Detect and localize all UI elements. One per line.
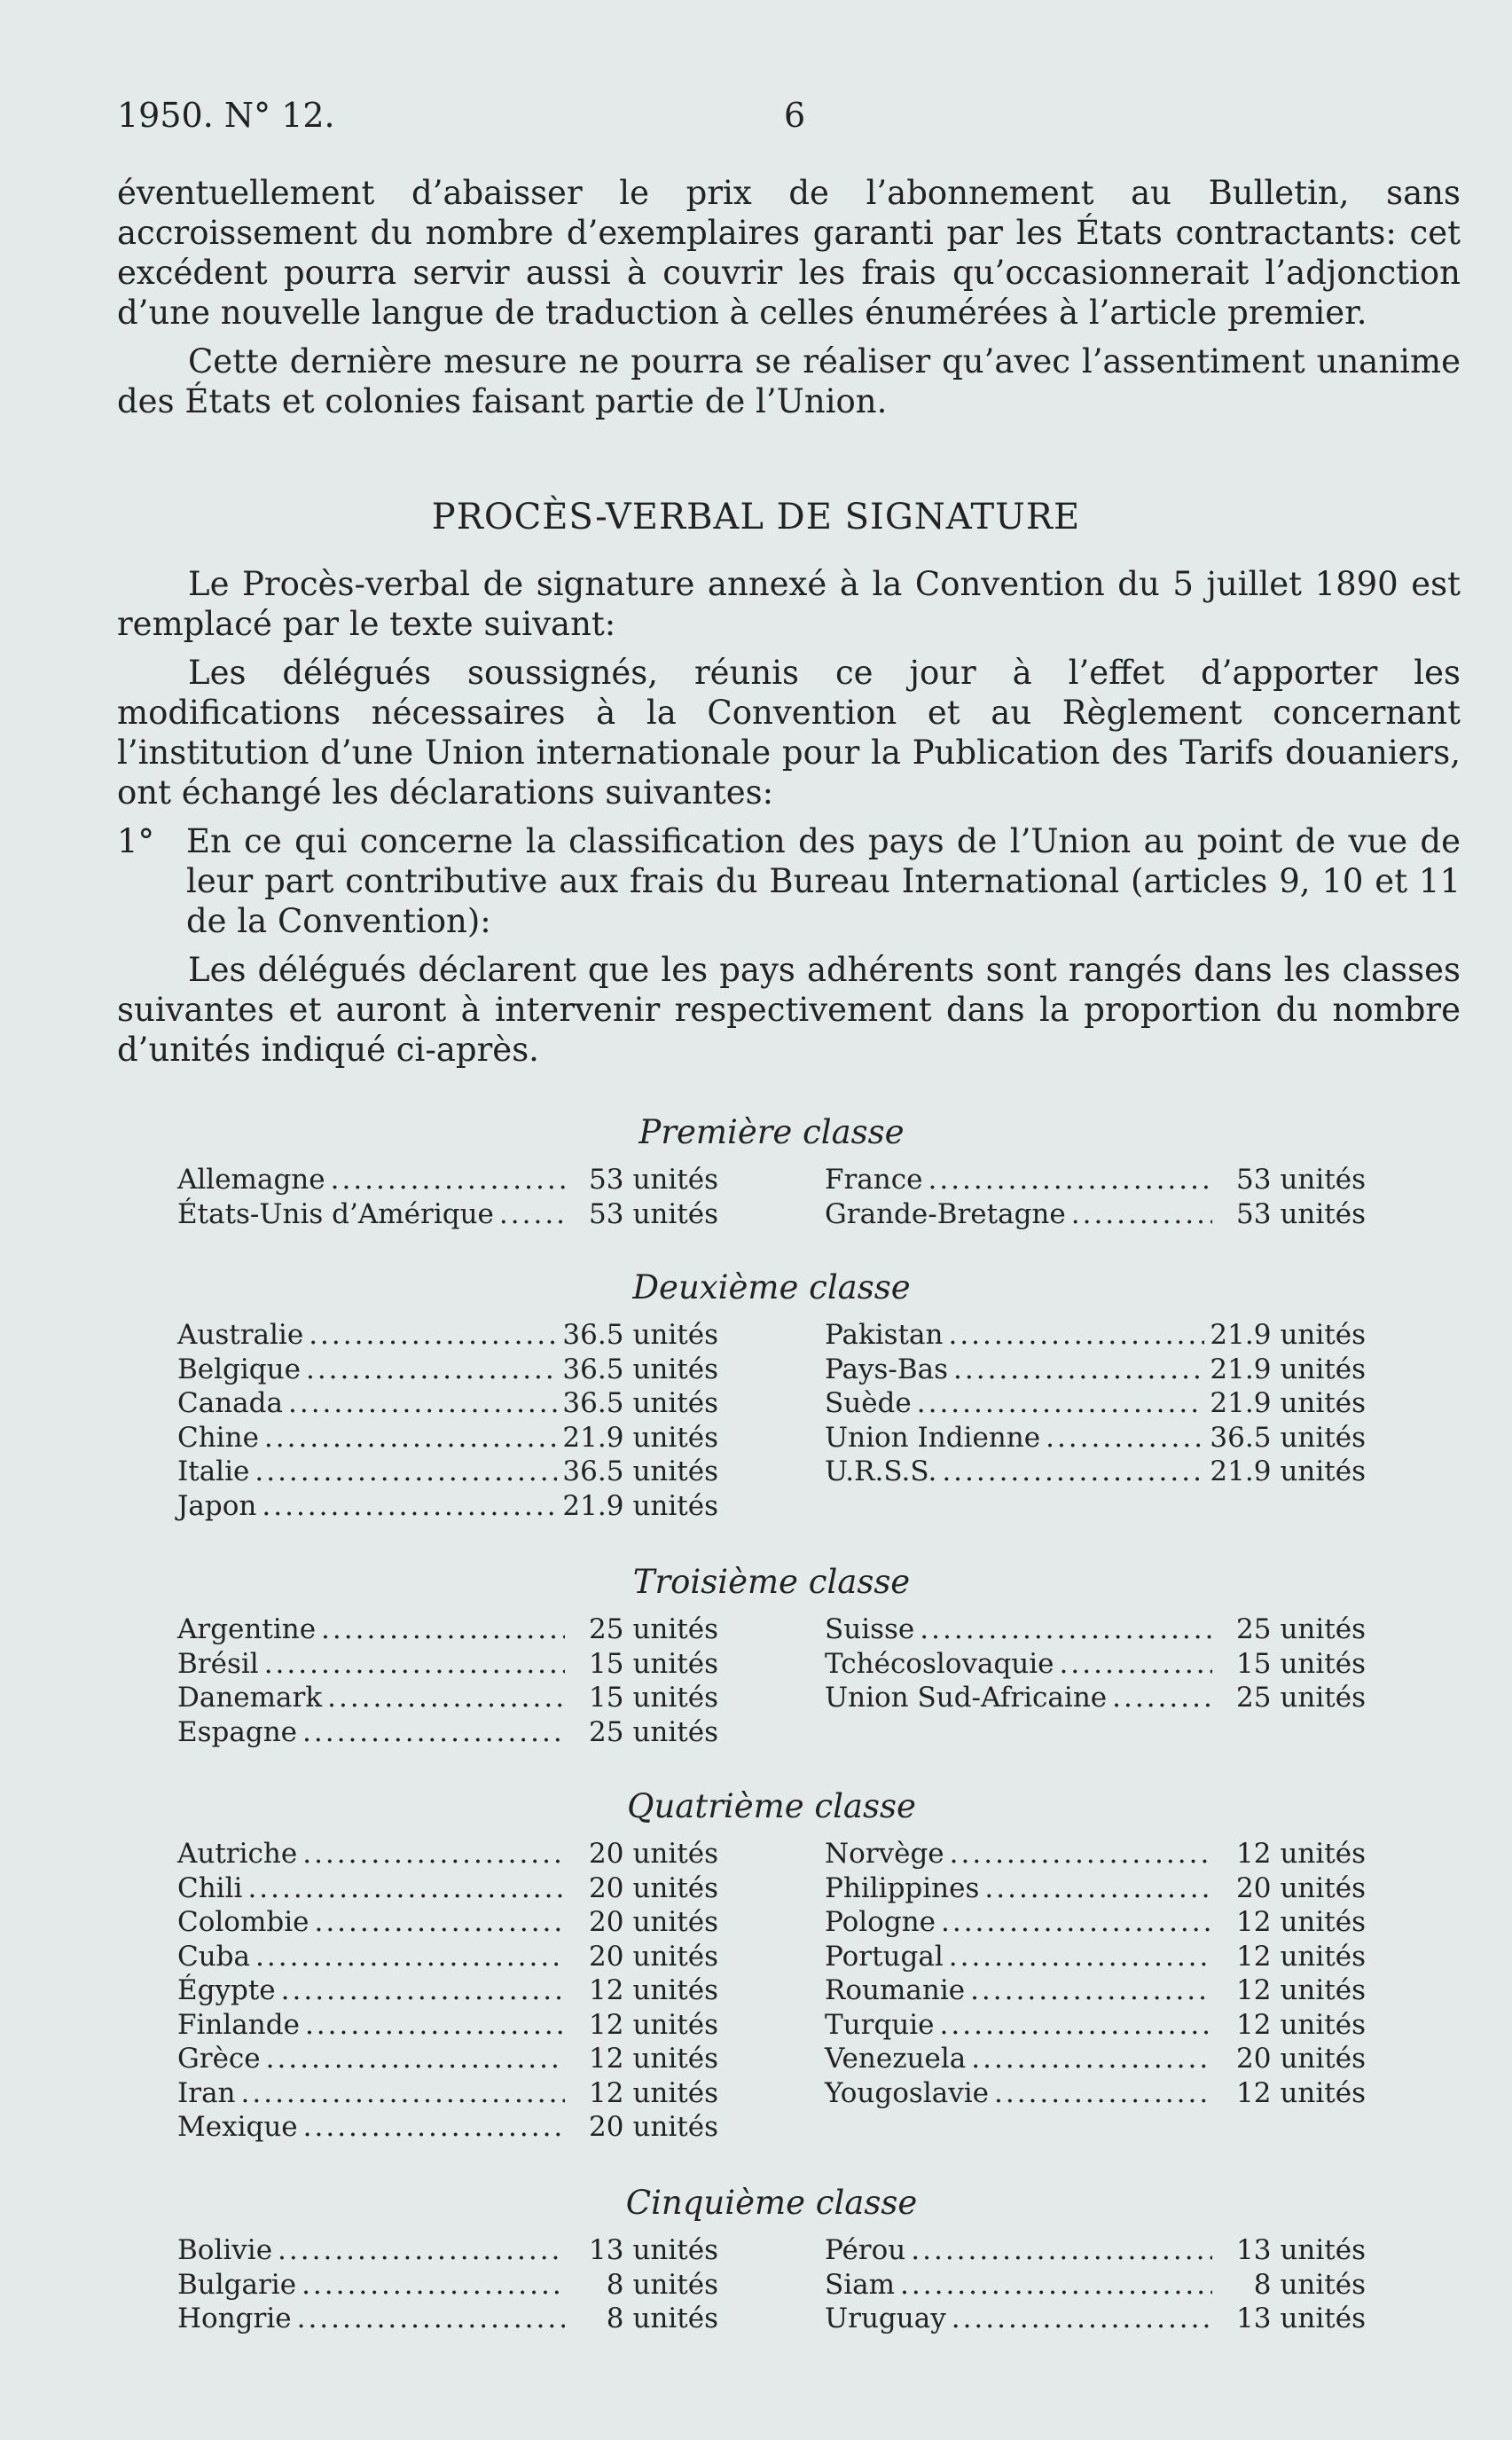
unit-label: unités bbox=[1280, 1353, 1366, 1385]
country-row bbox=[177, 1872, 718, 1907]
dot-leader bbox=[1071, 1198, 1213, 1230]
unit-label: unités bbox=[1280, 2234, 1366, 2266]
unit-label: unités bbox=[632, 1353, 718, 1385]
country-name: Mexique bbox=[177, 2111, 298, 2143]
country-name: Suisse bbox=[825, 1613, 915, 1645]
unit-label: unités bbox=[632, 1940, 718, 1973]
country-name: Pakistan bbox=[825, 1319, 944, 1351]
country-name: Colombie bbox=[177, 1906, 309, 1938]
dot-leader bbox=[264, 1422, 557, 1454]
class-column-left bbox=[177, 2234, 718, 2337]
country-name: Chine bbox=[177, 1421, 259, 1454]
country-name: Chili bbox=[177, 1871, 243, 1904]
country-row bbox=[825, 1387, 1366, 1422]
class-column-left bbox=[177, 1613, 718, 1750]
country-name: France bbox=[825, 1164, 923, 1196]
unit-label: unités bbox=[1280, 1421, 1366, 1454]
unit-value: 20 bbox=[1235, 1871, 1272, 1904]
dot-leader bbox=[917, 1387, 1205, 1419]
unit-value: 20 bbox=[588, 1838, 624, 1870]
unit-value: 20 bbox=[588, 1906, 624, 1938]
unit-value: 12 bbox=[1235, 1974, 1272, 2006]
unit-value: 20 bbox=[1235, 2043, 1272, 2075]
item-1 bbox=[117, 821, 1461, 941]
country-row bbox=[825, 1648, 1366, 1683]
country-name: Finlande bbox=[177, 2008, 300, 2041]
country-row bbox=[825, 1164, 1366, 1198]
unit-value: 13 bbox=[1235, 2303, 1272, 2334]
dot-leader bbox=[278, 2234, 565, 2266]
country-row bbox=[177, 2111, 718, 2146]
country-name: Bolivie bbox=[177, 2234, 273, 2266]
class-column-left bbox=[177, 1164, 718, 1232]
dot-leader bbox=[327, 1682, 565, 1714]
unit-label: unités bbox=[632, 2303, 718, 2334]
country-row bbox=[177, 1941, 718, 1975]
country-row bbox=[825, 1198, 1366, 1233]
unit-label: unités bbox=[632, 1319, 718, 1351]
country-row bbox=[825, 2009, 1366, 2044]
country-row bbox=[825, 2303, 1366, 2337]
dot-leader bbox=[1046, 1422, 1204, 1454]
unit-value: 15 bbox=[1235, 1647, 1272, 1680]
unit-label: unités bbox=[1280, 1682, 1366, 1714]
country-name: Iran bbox=[177, 2076, 236, 2109]
unit-value: 21.9 bbox=[1210, 1455, 1272, 1487]
unit-value: 12 bbox=[588, 1974, 624, 2006]
unit-value: 13 bbox=[588, 2234, 624, 2266]
class-column-right bbox=[825, 2234, 1366, 2337]
country-name: Union Indienne bbox=[825, 1421, 1041, 1454]
country-name: Pologne bbox=[825, 1906, 936, 1938]
unit-value: 15 bbox=[588, 1682, 624, 1714]
dot-leader bbox=[1112, 1682, 1212, 1714]
dot-leader bbox=[255, 1455, 557, 1487]
country-name: Belgique bbox=[177, 1353, 301, 1385]
country-name: Grèce bbox=[177, 2043, 261, 2075]
unit-label: unités bbox=[632, 1974, 718, 2006]
dot-leader bbox=[305, 2009, 565, 2041]
unit-label: unités bbox=[632, 1871, 718, 1904]
country-name: Venezuela bbox=[825, 2043, 967, 2075]
unit-value: 20 bbox=[588, 2111, 624, 2143]
unit-label: unités bbox=[1280, 1974, 1366, 2006]
country-name: U.R.S.S. bbox=[825, 1455, 937, 1487]
unit-label: unités bbox=[1280, 2043, 1366, 2075]
class-title: Troisième classe bbox=[632, 1563, 911, 1601]
unit-label: unités bbox=[1280, 1906, 1366, 1938]
unit-value: 25 bbox=[1235, 1682, 1272, 1714]
country-row bbox=[177, 1319, 718, 1353]
country-name: Argentine bbox=[177, 1613, 317, 1645]
unit-label: unités bbox=[632, 1421, 718, 1454]
page-number: 6 bbox=[784, 96, 806, 135]
dot-leader bbox=[952, 2303, 1213, 2334]
country-row bbox=[825, 2077, 1366, 2112]
dot-leader bbox=[970, 1974, 1212, 2006]
unit-label: unités bbox=[632, 1455, 718, 1487]
paragraph-replacement: Le Procès-verbal de signature annexé à la Convention du 5 juillet 1890 est remplacé par le texte suivant: bbox=[117, 565, 1461, 643]
country-row bbox=[177, 1906, 718, 1941]
country-row bbox=[177, 1387, 718, 1422]
unit-value: 20 bbox=[588, 1940, 624, 1973]
unit-label: unités bbox=[1280, 1613, 1366, 1645]
country-name: États-Unis d’Amérique bbox=[177, 1197, 494, 1230]
unit-label: unités bbox=[632, 1197, 718, 1230]
unit-value: 12 bbox=[1235, 1838, 1272, 1870]
dot-leader bbox=[499, 1198, 566, 1230]
country-name: Siam bbox=[825, 2268, 896, 2301]
unit-value: 25 bbox=[588, 1613, 624, 1645]
country-row bbox=[177, 2043, 718, 2077]
country-name: Espagne bbox=[177, 1715, 298, 1748]
country-row bbox=[825, 1682, 1366, 1716]
paragraph-assent: Cette dernière mesure ne pourra se réaliser qu’avec l’assentiment unanime des États et colonies faisant partie de l’Union. bbox=[117, 342, 1461, 420]
country-row bbox=[177, 2009, 718, 2044]
country-row bbox=[825, 1974, 1366, 2009]
unit-value: 21.9 bbox=[1210, 1319, 1272, 1351]
unit-value: 21.9 bbox=[1210, 1387, 1272, 1419]
country-name: Norvège bbox=[825, 1838, 944, 1870]
country-row bbox=[177, 1838, 718, 1872]
unit-value: 36.5 bbox=[562, 1319, 624, 1351]
country-name: Allemagne bbox=[177, 1164, 325, 1196]
dot-leader bbox=[309, 1319, 557, 1351]
dot-leader bbox=[971, 2043, 1212, 2075]
unit-value: 8 bbox=[1253, 2268, 1272, 2301]
country-name: Danemark bbox=[177, 1682, 323, 1714]
dot-leader bbox=[928, 1164, 1212, 1196]
country-row bbox=[825, 2043, 1366, 2077]
country-name: Union Sud-Africaine bbox=[825, 1682, 1108, 1714]
unit-value: 12 bbox=[588, 2076, 624, 2109]
unit-value: 25 bbox=[1235, 1613, 1272, 1645]
dot-leader bbox=[266, 2043, 566, 2075]
unit-value: 21.9 bbox=[562, 1421, 624, 1454]
class-block bbox=[177, 2184, 1366, 2337]
unit-value: 53 bbox=[588, 1197, 624, 1230]
unit-label: unités bbox=[632, 2043, 718, 2075]
class-block bbox=[177, 1113, 1366, 1232]
country-row bbox=[825, 1422, 1366, 1456]
class-column-right bbox=[825, 1164, 1366, 1232]
unit-value: 53 bbox=[1235, 1197, 1272, 1230]
country-row bbox=[177, 2234, 718, 2269]
unit-label: unités bbox=[632, 1489, 718, 1522]
top-paragraphs bbox=[117, 173, 1461, 430]
country-name: Grande-Bretagne bbox=[825, 1197, 1066, 1230]
class-title: Cinquième classe bbox=[625, 2184, 918, 2222]
country-row bbox=[177, 2269, 718, 2303]
unit-value: 8 bbox=[606, 2303, 624, 2334]
unit-value: 12 bbox=[1235, 2076, 1272, 2109]
dot-leader bbox=[241, 2077, 566, 2109]
paragraph-continuation: éventuellement d’abaisser le prix de l’abonnement au Bulletin, sans accroissement du nombre d’exemplaires garanti par les États contractants: cet excédent pourra servir aussi à couvrir les frais qu’occasionnerait l’adjonction d’une nouvelle langue de traduction à celles énumérées à l’article premier. bbox=[117, 174, 1461, 332]
country-name: Portugal bbox=[825, 1940, 944, 1973]
paragraph-classes: Les délégués déclarent que les pays adhérents sont rangés dans les classes suivantes et auront à intervenir respectivement dans la proportion du nombre d’unités indiqué ci-après. bbox=[117, 951, 1461, 1069]
class-title: Première classe bbox=[638, 1113, 905, 1151]
dot-leader bbox=[950, 1838, 1213, 1870]
unit-label: unités bbox=[632, 2234, 718, 2266]
class-title: Quatrième classe bbox=[627, 1787, 916, 1825]
country-row bbox=[177, 1490, 718, 1525]
dot-leader bbox=[949, 1941, 1213, 1973]
unit-label: unités bbox=[1280, 1197, 1366, 1230]
country-row bbox=[177, 2077, 718, 2112]
unit-label: unités bbox=[1280, 1319, 1366, 1351]
country-row bbox=[825, 1872, 1366, 1907]
class-block bbox=[177, 1787, 1366, 2146]
dot-leader bbox=[953, 1353, 1204, 1385]
class-block bbox=[177, 1563, 1366, 1750]
unit-label: unités bbox=[632, 2268, 718, 2301]
section-title: PROCÈS-VERBAL DE SIGNATURE bbox=[431, 497, 1081, 537]
issue-number: 1950. N° 12. bbox=[117, 96, 335, 135]
dot-leader bbox=[302, 2269, 565, 2301]
unit-value: 20 bbox=[588, 1871, 624, 1904]
unit-value: 36.5 bbox=[562, 1353, 624, 1385]
dot-leader bbox=[262, 1490, 557, 1522]
country-row bbox=[825, 1838, 1366, 1872]
country-row bbox=[825, 1455, 1366, 1490]
unit-label: unités bbox=[632, 2076, 718, 2109]
country-row bbox=[177, 1613, 718, 1648]
dot-leader bbox=[303, 2111, 566, 2143]
unit-label: unités bbox=[1280, 2303, 1366, 2334]
unit-label: unités bbox=[1280, 1871, 1366, 1904]
dot-leader bbox=[302, 1838, 565, 1870]
country-name: Brésil bbox=[177, 1647, 259, 1680]
unit-label: unités bbox=[1280, 2008, 1366, 2041]
class-column-left bbox=[177, 1319, 718, 1524]
dot-leader bbox=[314, 1906, 565, 1938]
country-row bbox=[825, 1613, 1366, 1648]
class-column-right bbox=[825, 1613, 1366, 1750]
country-name: Japon bbox=[177, 1489, 257, 1522]
country-row bbox=[177, 1422, 718, 1456]
country-name: Suède bbox=[825, 1387, 912, 1419]
unit-value: 21.9 bbox=[562, 1489, 624, 1522]
country-row bbox=[825, 1319, 1366, 1353]
unit-label: unités bbox=[632, 2111, 718, 2143]
unit-label: unités bbox=[632, 1387, 718, 1419]
item-text: En ce qui concerne la classification des pays de l’Union au point de vue de leur part contributive aux frais du Bureau International (articles 9, 10 et 11 de la Convention): bbox=[186, 822, 1461, 940]
dot-leader bbox=[297, 2303, 566, 2334]
unit-value: 15 bbox=[588, 1647, 624, 1680]
item-number: 1° bbox=[117, 822, 155, 860]
country-name: Autriche bbox=[177, 1838, 298, 1870]
dot-leader bbox=[920, 1613, 1212, 1645]
country-row bbox=[177, 1198, 718, 1233]
unit-label: unités bbox=[632, 1906, 718, 1938]
country-name: Égypte bbox=[177, 1974, 276, 2006]
unit-label: unités bbox=[632, 1838, 718, 1870]
unit-label: unités bbox=[1280, 1940, 1366, 1973]
dot-leader bbox=[941, 1906, 1212, 1938]
class-block bbox=[177, 1268, 1366, 1524]
unit-value: 8 bbox=[606, 2268, 624, 2301]
unit-value: 36.5 bbox=[562, 1455, 624, 1487]
dot-leader bbox=[255, 1941, 565, 1973]
dot-leader bbox=[247, 1872, 565, 1904]
country-row bbox=[177, 2303, 718, 2337]
country-row bbox=[825, 1353, 1366, 1388]
country-name: Tchécoslovaquie bbox=[825, 1647, 1054, 1680]
country-row bbox=[825, 2269, 1366, 2303]
country-name: Turquie bbox=[825, 2008, 935, 2041]
unit-label: unités bbox=[632, 2008, 718, 2041]
unit-label: unités bbox=[632, 1647, 718, 1680]
unit-label: unités bbox=[1280, 1455, 1366, 1487]
unit-value: 53 bbox=[1235, 1164, 1272, 1196]
unit-value: 21.9 bbox=[1210, 1353, 1272, 1385]
country-name: Italie bbox=[177, 1455, 250, 1487]
dot-leader bbox=[942, 1455, 1204, 1487]
country-row bbox=[177, 1682, 718, 1716]
country-name: Pays-Bas bbox=[825, 1353, 949, 1385]
class-title: Deuxième classe bbox=[632, 1268, 911, 1306]
unit-value: 12 bbox=[1235, 1906, 1272, 1938]
country-row bbox=[177, 1164, 718, 1198]
unit-label: unités bbox=[1280, 1838, 1366, 1870]
unit-label: unités bbox=[632, 1164, 718, 1196]
country-row bbox=[177, 1974, 718, 2009]
country-row bbox=[177, 1353, 718, 1388]
class-column-left bbox=[177, 1838, 718, 2146]
paragraph-declarations: Les délégués soussignés, réunis ce jour à l’effet d’apporter les modifications nécessaires à la Convention et au Règlement concernant l’institution d’une Union internationale pour la Publication des Tarifs douaniers, ont échangé les déclarations suivantes: bbox=[117, 654, 1461, 812]
unit-label: unités bbox=[632, 1715, 718, 1748]
dot-leader bbox=[948, 1319, 1204, 1351]
unit-value: 36.5 bbox=[1210, 1421, 1272, 1454]
country-row bbox=[177, 1648, 718, 1683]
country-name: Uruguay bbox=[825, 2303, 946, 2334]
unit-label: unités bbox=[1280, 2268, 1366, 2301]
country-name: Yougoslavie bbox=[825, 2076, 989, 2109]
unit-label: unités bbox=[1280, 2076, 1366, 2109]
unit-value: 12 bbox=[588, 2043, 624, 2075]
country-row bbox=[825, 2234, 1366, 2269]
country-name: Roumanie bbox=[825, 1974, 966, 2006]
unit-value: 25 bbox=[588, 1715, 624, 1748]
country-row bbox=[825, 1906, 1366, 1941]
dot-leader bbox=[940, 2009, 1213, 2041]
country-name: Cuba bbox=[177, 1940, 251, 1973]
dot-leader bbox=[911, 2234, 1212, 2266]
unit-value: 12 bbox=[588, 2008, 624, 2041]
country-row bbox=[825, 1941, 1366, 1975]
unit-value: 36.5 bbox=[562, 1387, 624, 1419]
unit-label: unités bbox=[632, 1682, 718, 1714]
dot-leader bbox=[264, 1648, 566, 1680]
dot-leader bbox=[288, 1387, 557, 1419]
dot-leader bbox=[984, 1872, 1212, 1904]
unit-label: unités bbox=[1280, 1164, 1366, 1196]
dot-leader bbox=[302, 1716, 565, 1748]
country-name: Bulgarie bbox=[177, 2268, 297, 2301]
class-column-right bbox=[825, 1838, 1366, 2146]
dot-leader bbox=[1060, 1648, 1213, 1680]
country-name: Canada bbox=[177, 1387, 283, 1419]
country-row bbox=[177, 1455, 718, 1490]
dot-leader bbox=[900, 2269, 1212, 2301]
unit-label: unités bbox=[1280, 1387, 1366, 1419]
middle-paragraphs bbox=[117, 564, 1461, 1079]
dot-leader bbox=[994, 2077, 1212, 2109]
dot-leader bbox=[306, 1353, 557, 1385]
dot-leader bbox=[281, 1974, 566, 2006]
unit-value: 12 bbox=[1235, 1940, 1272, 1973]
country-name: Hongrie bbox=[177, 2303, 292, 2334]
unit-label: unités bbox=[632, 1613, 718, 1645]
dot-leader bbox=[331, 1164, 566, 1196]
dot-leader bbox=[321, 1613, 565, 1645]
country-name: Australie bbox=[177, 1319, 304, 1351]
country-name: Pérou bbox=[825, 2234, 906, 2266]
class-column-right bbox=[825, 1319, 1366, 1524]
country-name: Philippines bbox=[825, 1871, 980, 1904]
country-row bbox=[177, 1716, 718, 1751]
unit-value: 13 bbox=[1235, 2234, 1272, 2266]
unit-label: unités bbox=[1280, 1647, 1366, 1680]
unit-value: 53 bbox=[588, 1164, 624, 1196]
unit-value: 12 bbox=[1235, 2008, 1272, 2041]
